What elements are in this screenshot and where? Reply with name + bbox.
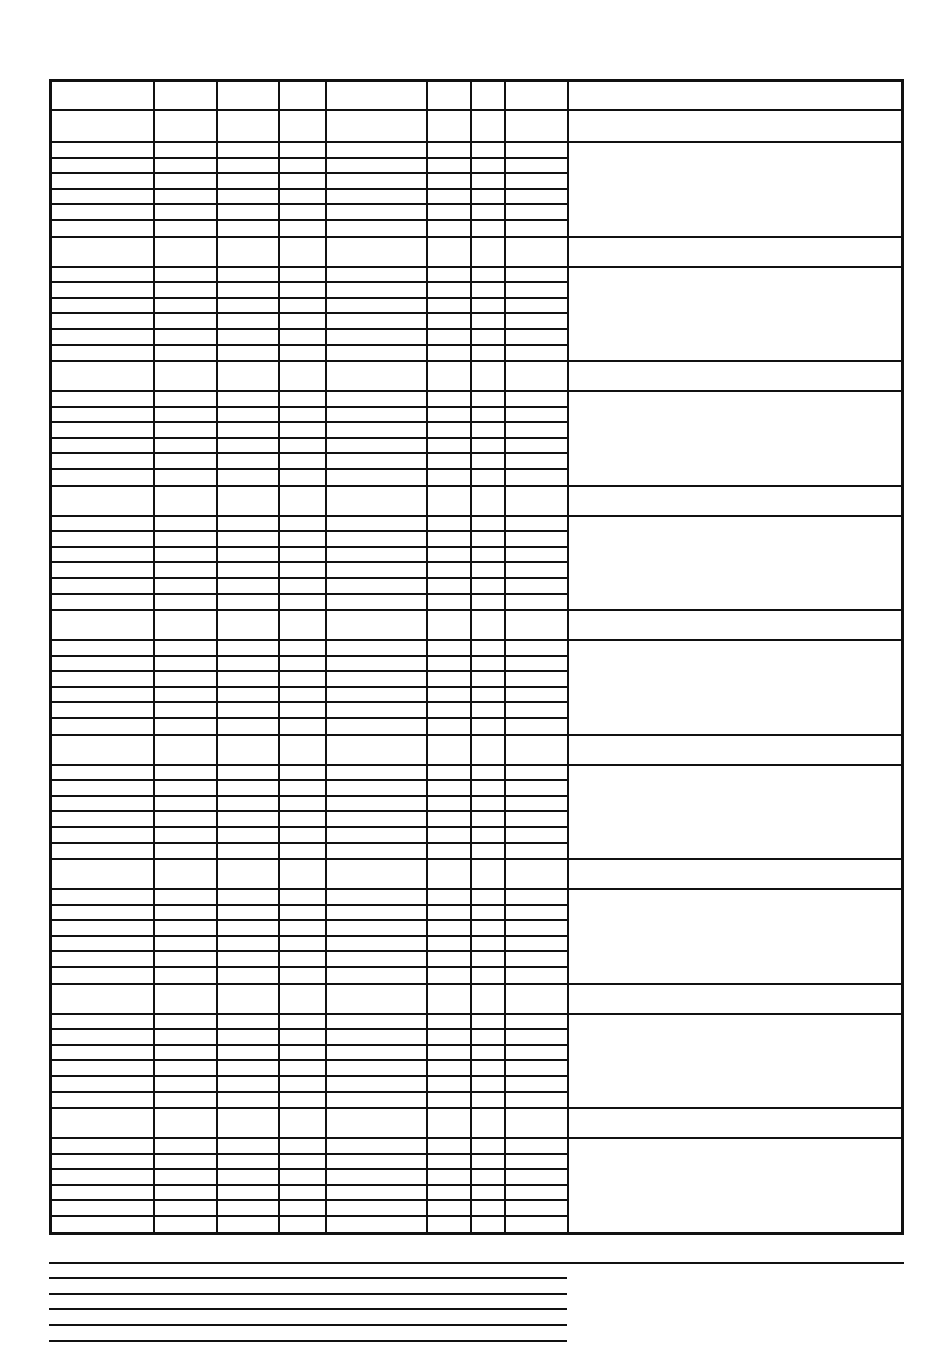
group-1-bottom — [49, 236, 904, 238]
group-4-subrow-1 — [49, 530, 567, 532]
group-7-subrow-1 — [49, 904, 567, 906]
group-3-bottom — [49, 485, 904, 487]
column-divider-1 — [153, 79, 155, 1235]
group-4-subrow-5 — [49, 593, 567, 595]
column-divider-4 — [325, 79, 327, 1235]
column-divider-3 — [278, 79, 280, 1235]
group-5-subrow-4 — [49, 701, 567, 703]
group-5-subrow-3 — [49, 686, 567, 688]
group-6-subrow-4 — [49, 826, 567, 828]
column-divider-2 — [216, 79, 218, 1235]
group-5-bottom — [49, 734, 904, 736]
group-9-bottom — [49, 1232, 904, 1234]
table-border-right — [901, 79, 904, 1235]
group-6-subrow-3 — [49, 810, 567, 812]
group-7-subrow-5 — [49, 966, 567, 968]
group-7-tall-row-bottom — [49, 888, 904, 890]
group-2-tall-row-bottom — [49, 266, 904, 268]
group-5-subrow-5 — [49, 717, 567, 719]
group-3-tall-row-bottom — [49, 390, 904, 392]
group-8-tall-row-bottom — [49, 1013, 904, 1015]
group-4-subrow-3 — [49, 561, 567, 563]
group-8-subrow-3 — [49, 1059, 567, 1061]
group-6-subrow-2 — [49, 795, 567, 797]
group-2-subrow-4 — [49, 328, 567, 330]
group-3-subrow-1 — [49, 406, 567, 408]
group-1-subrow-1 — [49, 157, 567, 159]
notes-column-divider — [567, 79, 569, 1235]
group-8-bottom — [49, 1107, 904, 1109]
group-10-subrow-1 — [49, 1277, 567, 1279]
group-8-subrow-2 — [49, 1044, 567, 1046]
table-border-left — [49, 79, 52, 1235]
group-1-subrow-5 — [49, 219, 567, 221]
group-2-subrow-2 — [49, 297, 567, 299]
group-1-subrow-4 — [49, 203, 567, 205]
group-5-subrow-2 — [49, 670, 567, 672]
group-6-subrow-5 — [49, 842, 567, 844]
group-4-subrow-4 — [49, 577, 567, 579]
column-divider-7 — [504, 79, 506, 1235]
group-10-subrow-4 — [49, 1324, 567, 1326]
group-7-subrow-3 — [49, 935, 567, 937]
group-9-subrow-1 — [49, 1153, 567, 1155]
group-9-subrow-4 — [49, 1199, 567, 1201]
group-5-subrow-1 — [49, 655, 567, 657]
group-4-bottom — [49, 609, 904, 611]
group-6-subrow-1 — [49, 779, 567, 781]
table-border-top — [49, 79, 904, 82]
group-1-subrow-3 — [49, 188, 567, 190]
group-10-tall-row-bottom — [49, 1262, 904, 1264]
group-2-subrow-3 — [49, 312, 567, 314]
group-9-tall-row-bottom — [49, 1137, 904, 1139]
group-9-subrow-5 — [49, 1215, 567, 1217]
group-4-subrow-2 — [49, 546, 567, 548]
group-3-subrow-3 — [49, 437, 567, 439]
group-6-bottom — [49, 858, 904, 860]
group-3-subrow-4 — [49, 452, 567, 454]
group-7-bottom — [49, 983, 904, 985]
group-9-subrow-3 — [49, 1184, 567, 1186]
group-3-subrow-2 — [49, 421, 567, 423]
group-7-subrow-4 — [49, 950, 567, 952]
group-2-subrow-5 — [49, 344, 567, 346]
group-1-tall-row-bottom — [49, 141, 904, 143]
group-5-tall-row-bottom — [49, 639, 904, 641]
column-divider-6 — [470, 79, 472, 1235]
group-10-subrow-5 — [49, 1340, 567, 1342]
group-10-subrow-3 — [49, 1308, 567, 1310]
group-4-tall-row-bottom — [49, 515, 904, 517]
group-2-subrow-1 — [49, 281, 567, 283]
group-9-subrow-2 — [49, 1168, 567, 1170]
group-7-subrow-2 — [49, 919, 567, 921]
group-3-subrow-5 — [49, 468, 567, 470]
group-1-subrow-2 — [49, 172, 567, 174]
group-2-bottom — [49, 360, 904, 362]
group-10-subrow-2 — [49, 1293, 567, 1295]
header-row-divider — [49, 109, 904, 111]
group-6-tall-row-bottom — [49, 764, 904, 766]
group-8-subrow-4 — [49, 1075, 567, 1077]
group-8-subrow-1 — [49, 1028, 567, 1030]
column-divider-5 — [426, 79, 428, 1235]
group-8-subrow-5 — [49, 1091, 567, 1093]
